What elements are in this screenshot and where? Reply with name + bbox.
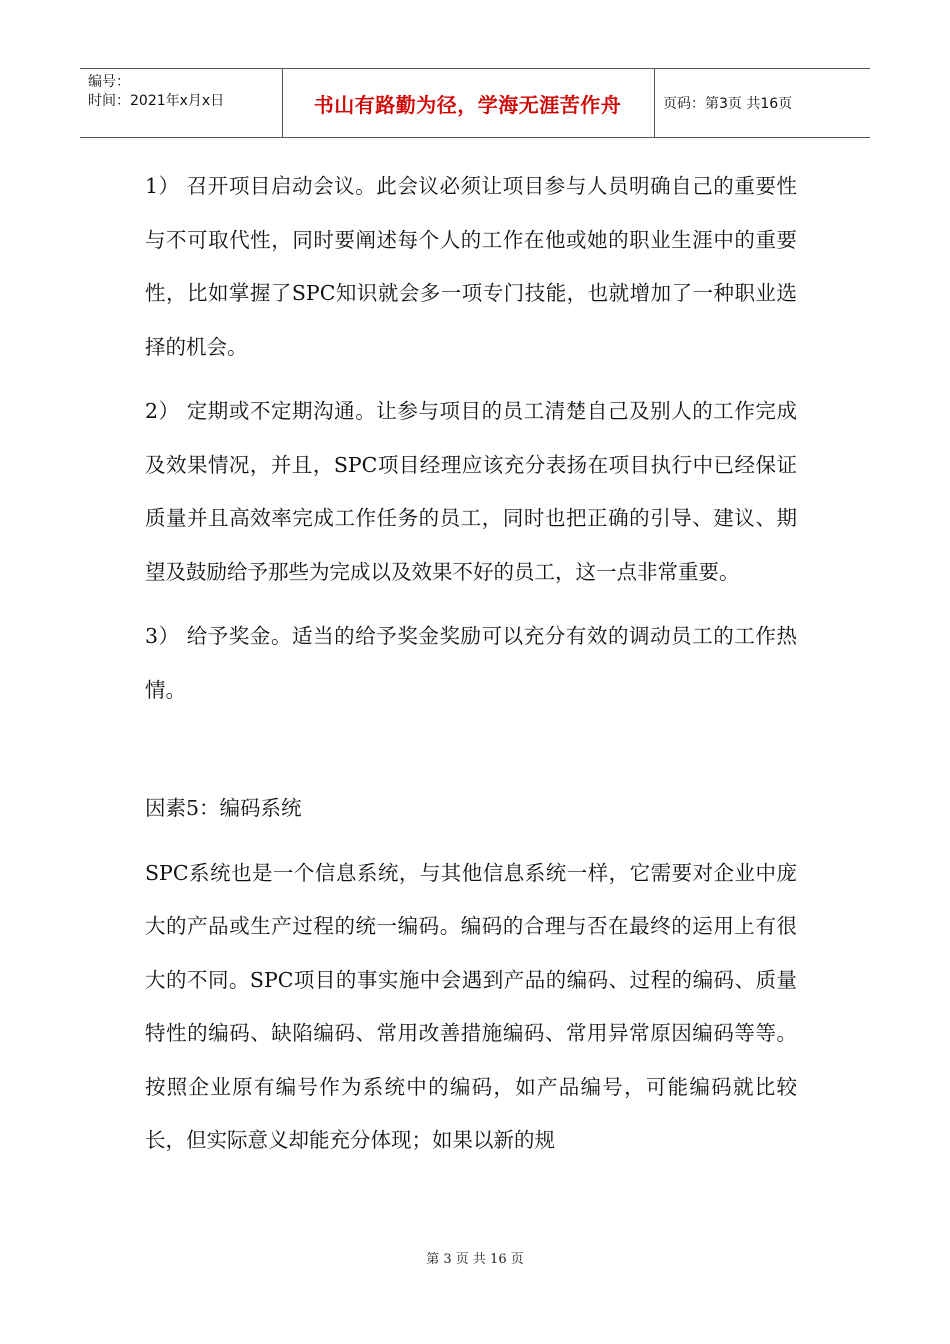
header-meta [88, 73, 224, 111]
paragraph-item-2: 2） 定期或不定期沟通。让参与项目的员工清楚自己及别人的工作完成及效果情况，并且，SPC项目经理应该充分表扬在项目执行中已经保证质量并且高效率完成工作任务的员工，同时也把正确的引导、建议、期望及鼓励给予那些为完成以及效果不好的员工，这一点非常重要。 [145, 399, 797, 584]
document-body [145, 160, 797, 1168]
section-heading: 因素5：编码系统 [145, 796, 302, 820]
header-date-label: 时间：2021年x月x日 [88, 93, 225, 109]
paragraph-item-1: 1） 召开项目启动会议。此会议必须让项目参与人员明确自己的重要性与不可取代性，同时要阐述每个人的工作在他或她的职业生涯中的重要性，比如掌握了SPC知识就会多一项专门技能，也就增加了一种职业选择的机会。 [145, 174, 797, 359]
header-page-info: 页码：第3页 共16页 [663, 96, 793, 112]
paragraph-body: SPC系统也是一个信息系统，与其他信息系统一样，它需要对企业中庞大的产品或生产过程的统一编码。编码的合理与否在最终的运用上有很大的不同。SPC项目的事实施中会遇到产品的编码、过程的编码、质量特性的编码、缺陷编码、常用改善措施编码、常用异常原因编码等等。按照企业原有编号作为系统中的编码，如产品编号，可能编码就比较长，但实际意义却能充分体现；如果以新的规 [145, 860, 797, 1152]
header-number-label: 编号： [88, 74, 130, 90]
header-motto: 书山有路勤为径，学海无涯苦作舟 [313, 92, 622, 117]
header-divider-right [654, 69, 655, 137]
page-header [80, 68, 870, 138]
paragraph-item-3: 3） 给予奖金。适当的给予奖金奖励可以充分有效的调动员工的工作热情。 [145, 624, 797, 702]
page-footer: 第 3 页 共 16 页 [426, 1252, 524, 1267]
